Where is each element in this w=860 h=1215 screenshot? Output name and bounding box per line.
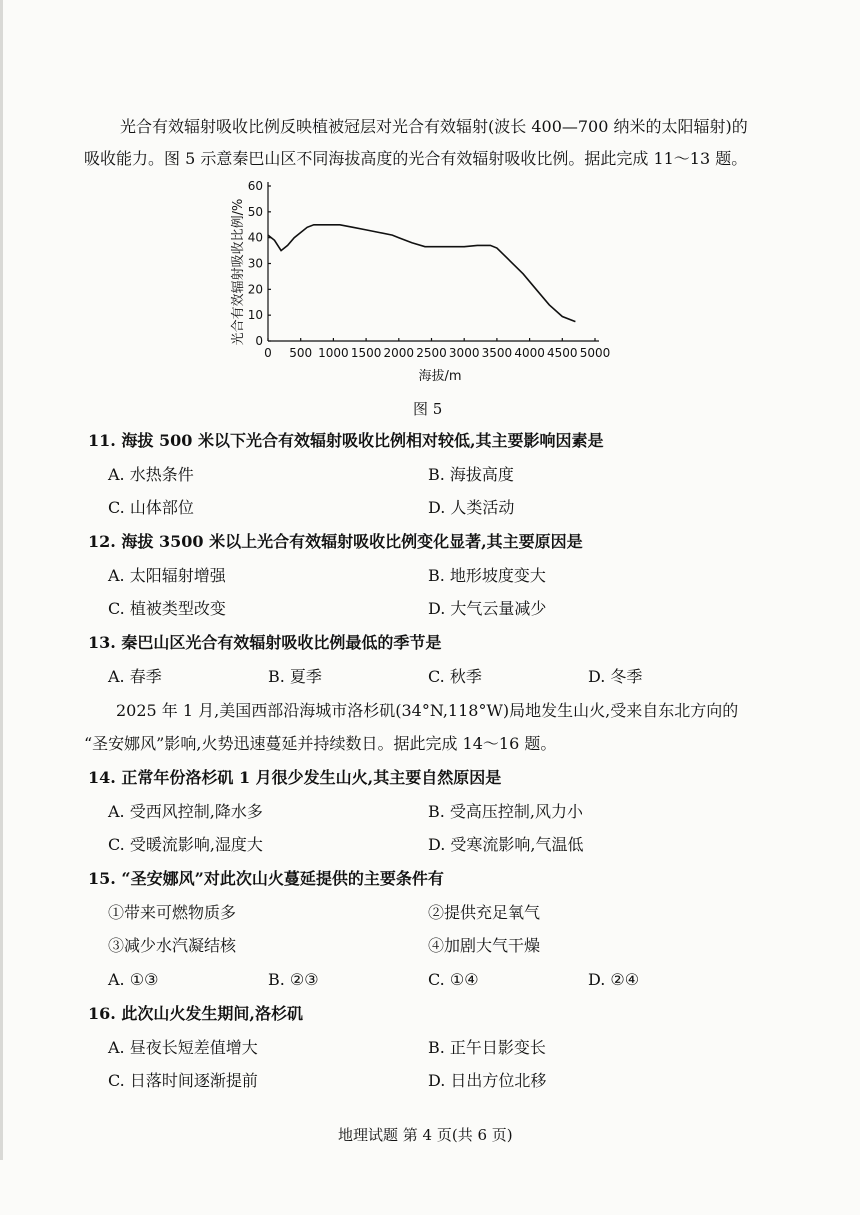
q15-option-d[interactable]: D. ②④ <box>588 970 640 989</box>
question-12-stem: 12. 海拔 3500 米以上光合有效辐射吸收比例变化显著,其主要原因是 <box>88 532 583 551</box>
q13-option-c[interactable]: C. 秋季 <box>428 667 482 686</box>
x-tick-label: 1000 <box>318 346 349 360</box>
question-11-stem: 11. 海拔 500 米以下光合有效辐射吸收比例相对较低,其主要影响因素是 <box>88 431 604 450</box>
q16-option-b[interactable]: B. 正午日影变长 <box>428 1038 546 1057</box>
question-15-stem: 15. “圣安娜风”对此次山火蔓延提供的主要条件有 <box>88 869 444 888</box>
q15-item-1: ①带来可燃物质多 <box>108 903 237 922</box>
q16-option-c[interactable]: C. 日落时间逐渐提前 <box>108 1071 258 1090</box>
x-tick-label: 3500 <box>481 346 513 360</box>
x-axis-label: 海拔/m <box>418 369 462 384</box>
q15-option-a[interactable]: A. ①③ <box>108 970 159 989</box>
q12-option-c[interactable]: C. 植被类型改变 <box>108 599 226 618</box>
q13-option-a[interactable]: A. 春季 <box>108 667 162 686</box>
x-tick-label: 500 <box>289 346 313 360</box>
q14-option-a[interactable]: A. 受西风控制,降水多 <box>108 802 263 821</box>
y-axis-label: 光合有效辐射吸收比例/% <box>231 198 246 346</box>
q14-option-b[interactable]: B. 受高压控制,风力小 <box>428 802 584 821</box>
y-tick-label: 10 <box>247 308 263 323</box>
q15-item-4: ④加剧大气干燥 <box>428 936 541 955</box>
y-tick-label: 30 <box>247 256 263 271</box>
question-14-stem: 14. 正常年份洛杉矶 1 月很少发生山火,其主要自然原因是 <box>88 768 502 787</box>
q11-option-a[interactable]: A. 水热条件 <box>108 465 194 484</box>
x-tick-label: 5000 <box>579 346 611 360</box>
x-tick-label: 4500 <box>547 346 578 360</box>
q14-option-d[interactable]: D. 受寒流影响,气温低 <box>428 835 584 854</box>
x-tick-label: 0 <box>264 346 272 360</box>
q12-option-b[interactable]: B. 地形坡度变大 <box>428 566 546 585</box>
intro2-line-1: 2025 年 1 月,美国西部沿海城市洛杉矶(34°N,118°W)局地发生山火,受来自东北方向的 <box>116 701 739 720</box>
q15-item-3: ③减少水汽凝结核 <box>108 936 237 955</box>
x-tick-label: 2500 <box>416 346 447 360</box>
figure-caption: 图 5 <box>413 400 443 418</box>
y-tick-label: 40 <box>247 230 263 245</box>
y-tick-label: 20 <box>247 282 263 297</box>
q15-option-c[interactable]: C. ①④ <box>428 970 479 989</box>
question-16-stem: 16. 此次山火发生期间,洛杉矶 <box>88 1004 303 1023</box>
x-tick-label: 4000 <box>514 346 545 360</box>
page-footer: 地理试题 第 4 页(共 6 页) <box>338 1126 513 1144</box>
q15-item-2: ②提供充足氧气 <box>428 903 541 922</box>
intro-line-1: 光合有效辐射吸收比例反映植被冠层对光合有效辐射(波长 400—700 纳米的太阳辐射)的 <box>120 117 748 136</box>
q14-option-c[interactable]: C. 受暖流影响,湿度大 <box>108 835 263 854</box>
q13-option-b[interactable]: B. 夏季 <box>268 667 322 686</box>
x-tick-label: 3000 <box>448 346 480 360</box>
question-13-stem: 13. 秦巴山区光合有效辐射吸收比例最低的季节是 <box>88 633 442 652</box>
y-tick-label: 50 <box>247 204 263 219</box>
series-line <box>268 225 575 322</box>
intro-line-2: 吸收能力。图 5 示意秦巴山区不同海拔高度的光合有效辐射吸收比例。据此完成 11～13 题。 <box>84 149 748 168</box>
q16-option-d[interactable]: D. 日出方位北移 <box>428 1071 547 1090</box>
q16-option-a[interactable]: A. 昼夜长短差值增大 <box>108 1038 258 1057</box>
q11-option-c[interactable]: C. 山体部位 <box>108 498 194 517</box>
y-tick-label: 0 <box>255 334 263 348</box>
x-tick-label: 2000 <box>383 346 415 360</box>
intro2-line-2: “圣安娜风”影响,火势迅速蔓延并持续数日。据此完成 14～16 题。 <box>84 734 557 753</box>
x-tick-label: 1500 <box>350 346 382 360</box>
q11-option-b[interactable]: B. 海拔高度 <box>428 465 514 484</box>
q12-option-a[interactable]: A. 太阳辐射增强 <box>108 566 226 585</box>
y-tick-label: 60 <box>247 179 263 193</box>
altitude-absorption-chart <box>220 174 640 389</box>
q15-option-b[interactable]: B. ②③ <box>268 970 319 989</box>
q11-option-d[interactable]: D. 人类活动 <box>428 498 515 517</box>
q13-option-d[interactable]: D. 冬季 <box>588 667 643 686</box>
q12-option-d[interactable]: D. 大气云量减少 <box>428 599 547 618</box>
page-edge-shadow <box>0 0 3 1160</box>
